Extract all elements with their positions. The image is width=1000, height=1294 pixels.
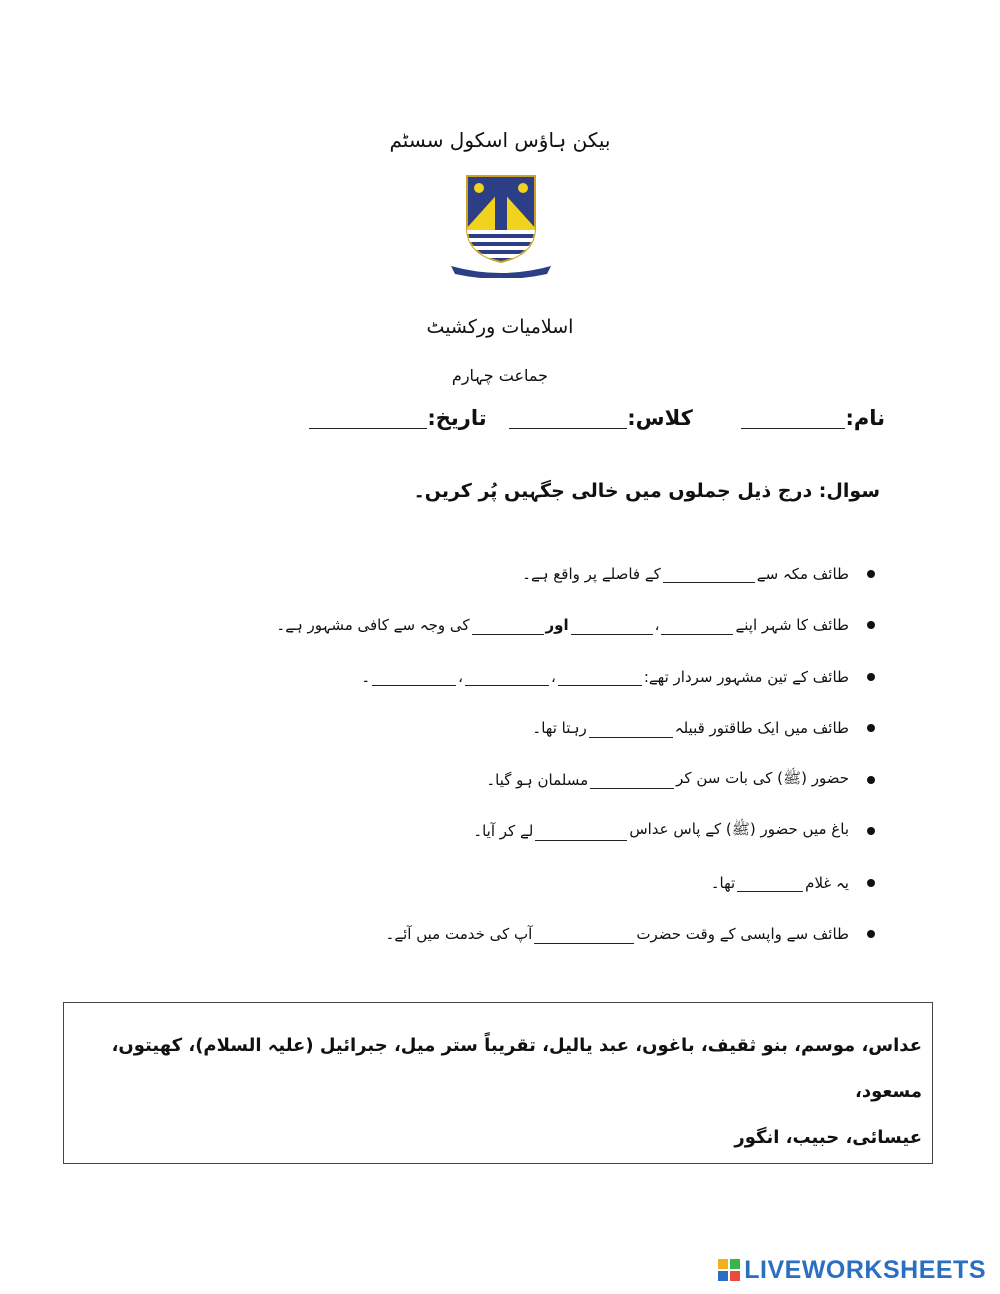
blank-field[interactable]: [661, 616, 733, 635]
list-item: [276, 806, 875, 858]
grade-label: جماعت چہارم: [451, 366, 549, 385]
item-text: اور: [545, 616, 569, 635]
word-bank: [63, 1002, 933, 1164]
word-bank-line: عیسائی، حبیب، انگور: [734, 1127, 922, 1148]
logo-square: [730, 1259, 740, 1269]
blank-field[interactable]: [472, 616, 544, 635]
liveworksheets-logo-icon: [718, 1259, 740, 1281]
item-text: ۔: [361, 667, 371, 686]
bullet-icon: [867, 570, 875, 578]
list-item: [276, 909, 875, 961]
item-text: طائف کا شہر اپنے: [735, 616, 849, 635]
bullet-icon: [867, 673, 875, 681]
bullet-icon: [867, 827, 875, 835]
bullet-icon: [867, 621, 875, 629]
item-text: طائف میں ایک طاقتور قبیلہ: [674, 719, 849, 738]
bullet-icon: [867, 930, 875, 938]
school-crest-logo: [445, 170, 557, 278]
logo-square: [718, 1271, 728, 1281]
class-field[interactable]: [509, 404, 627, 429]
item-text: طائف سے واپسی کے وقت حضرت: [636, 925, 849, 944]
logo-square: [718, 1259, 728, 1269]
item-text: آپ کی خدمت میں آئے۔: [385, 925, 533, 944]
question-heading: سوال: درج ذیل جملوں میں خالی جگہیں پُر کریں۔: [413, 480, 880, 502]
item-text: طائف کے تین مشہور سردار تھے:: [643, 667, 849, 686]
liveworksheets-brand: [718, 1256, 986, 1284]
item-text: کی وجہ سے کافی مشہور ہے۔: [276, 616, 470, 635]
bullet-icon: [867, 879, 875, 887]
brand-text: LIVEWORKSHEETS: [744, 1255, 986, 1284]
student-info-row: [309, 404, 885, 430]
blank-field[interactable]: [571, 616, 653, 635]
school-name: بیکن ہاؤس اسکول سسٹم: [389, 128, 611, 152]
bullet-icon: [867, 776, 875, 784]
item-text: تھا۔: [710, 873, 736, 892]
blank-field[interactable]: [372, 667, 456, 686]
item-text: کے فاصلے پر واقع ہے۔: [522, 564, 661, 583]
question-list: [276, 548, 875, 960]
list-item: [276, 857, 875, 909]
item-text: باغ میں حضور (ﷺ) کے پاس عداس: [629, 820, 849, 839]
word-bank-line: عداس، موسم، بنو ثقیف، باغوں، عبد یالیل، تقریباً ستر میل، جبرائیل (علیہ السلام)، کھیتوں، مسعود،: [111, 1035, 922, 1102]
list-item: [276, 651, 875, 703]
item-text: لے کر آیا۔: [473, 822, 534, 841]
name-label: نام:: [845, 406, 885, 430]
item-text: ،: [550, 667, 556, 686]
blank-field[interactable]: [737, 873, 803, 892]
bullet-icon: [867, 724, 875, 732]
item-text: حضور (ﷺ) کی بات سن کر: [676, 768, 849, 787]
date-label: تاریخ:: [427, 406, 487, 430]
list-item: [276, 703, 875, 755]
blank-field[interactable]: [663, 564, 755, 583]
item-text: رہتا تھا۔: [532, 719, 587, 738]
name-field[interactable]: [741, 404, 845, 429]
blank-field[interactable]: [590, 770, 674, 789]
blank-field[interactable]: [465, 667, 549, 686]
list-item: [276, 600, 875, 652]
item-text: ،: [458, 667, 463, 686]
blank-field[interactable]: [534, 925, 634, 944]
date-field[interactable]: [309, 404, 427, 429]
blank-field[interactable]: [558, 667, 642, 686]
item-text: یہ غلام: [805, 873, 849, 892]
blank-field[interactable]: [535, 822, 627, 841]
list-item: [276, 548, 875, 600]
item-text: طائف مکہ سے: [756, 564, 849, 583]
class-label: کلاس:: [627, 406, 693, 430]
item-text: مسلمان ہو گیا۔: [486, 770, 589, 789]
logo-square: [730, 1271, 740, 1281]
blank-field[interactable]: [589, 719, 673, 738]
item-text: ،: [654, 616, 660, 635]
list-item: [276, 754, 875, 806]
subject-title: اسلامیات ورکشیٹ: [426, 316, 574, 338]
